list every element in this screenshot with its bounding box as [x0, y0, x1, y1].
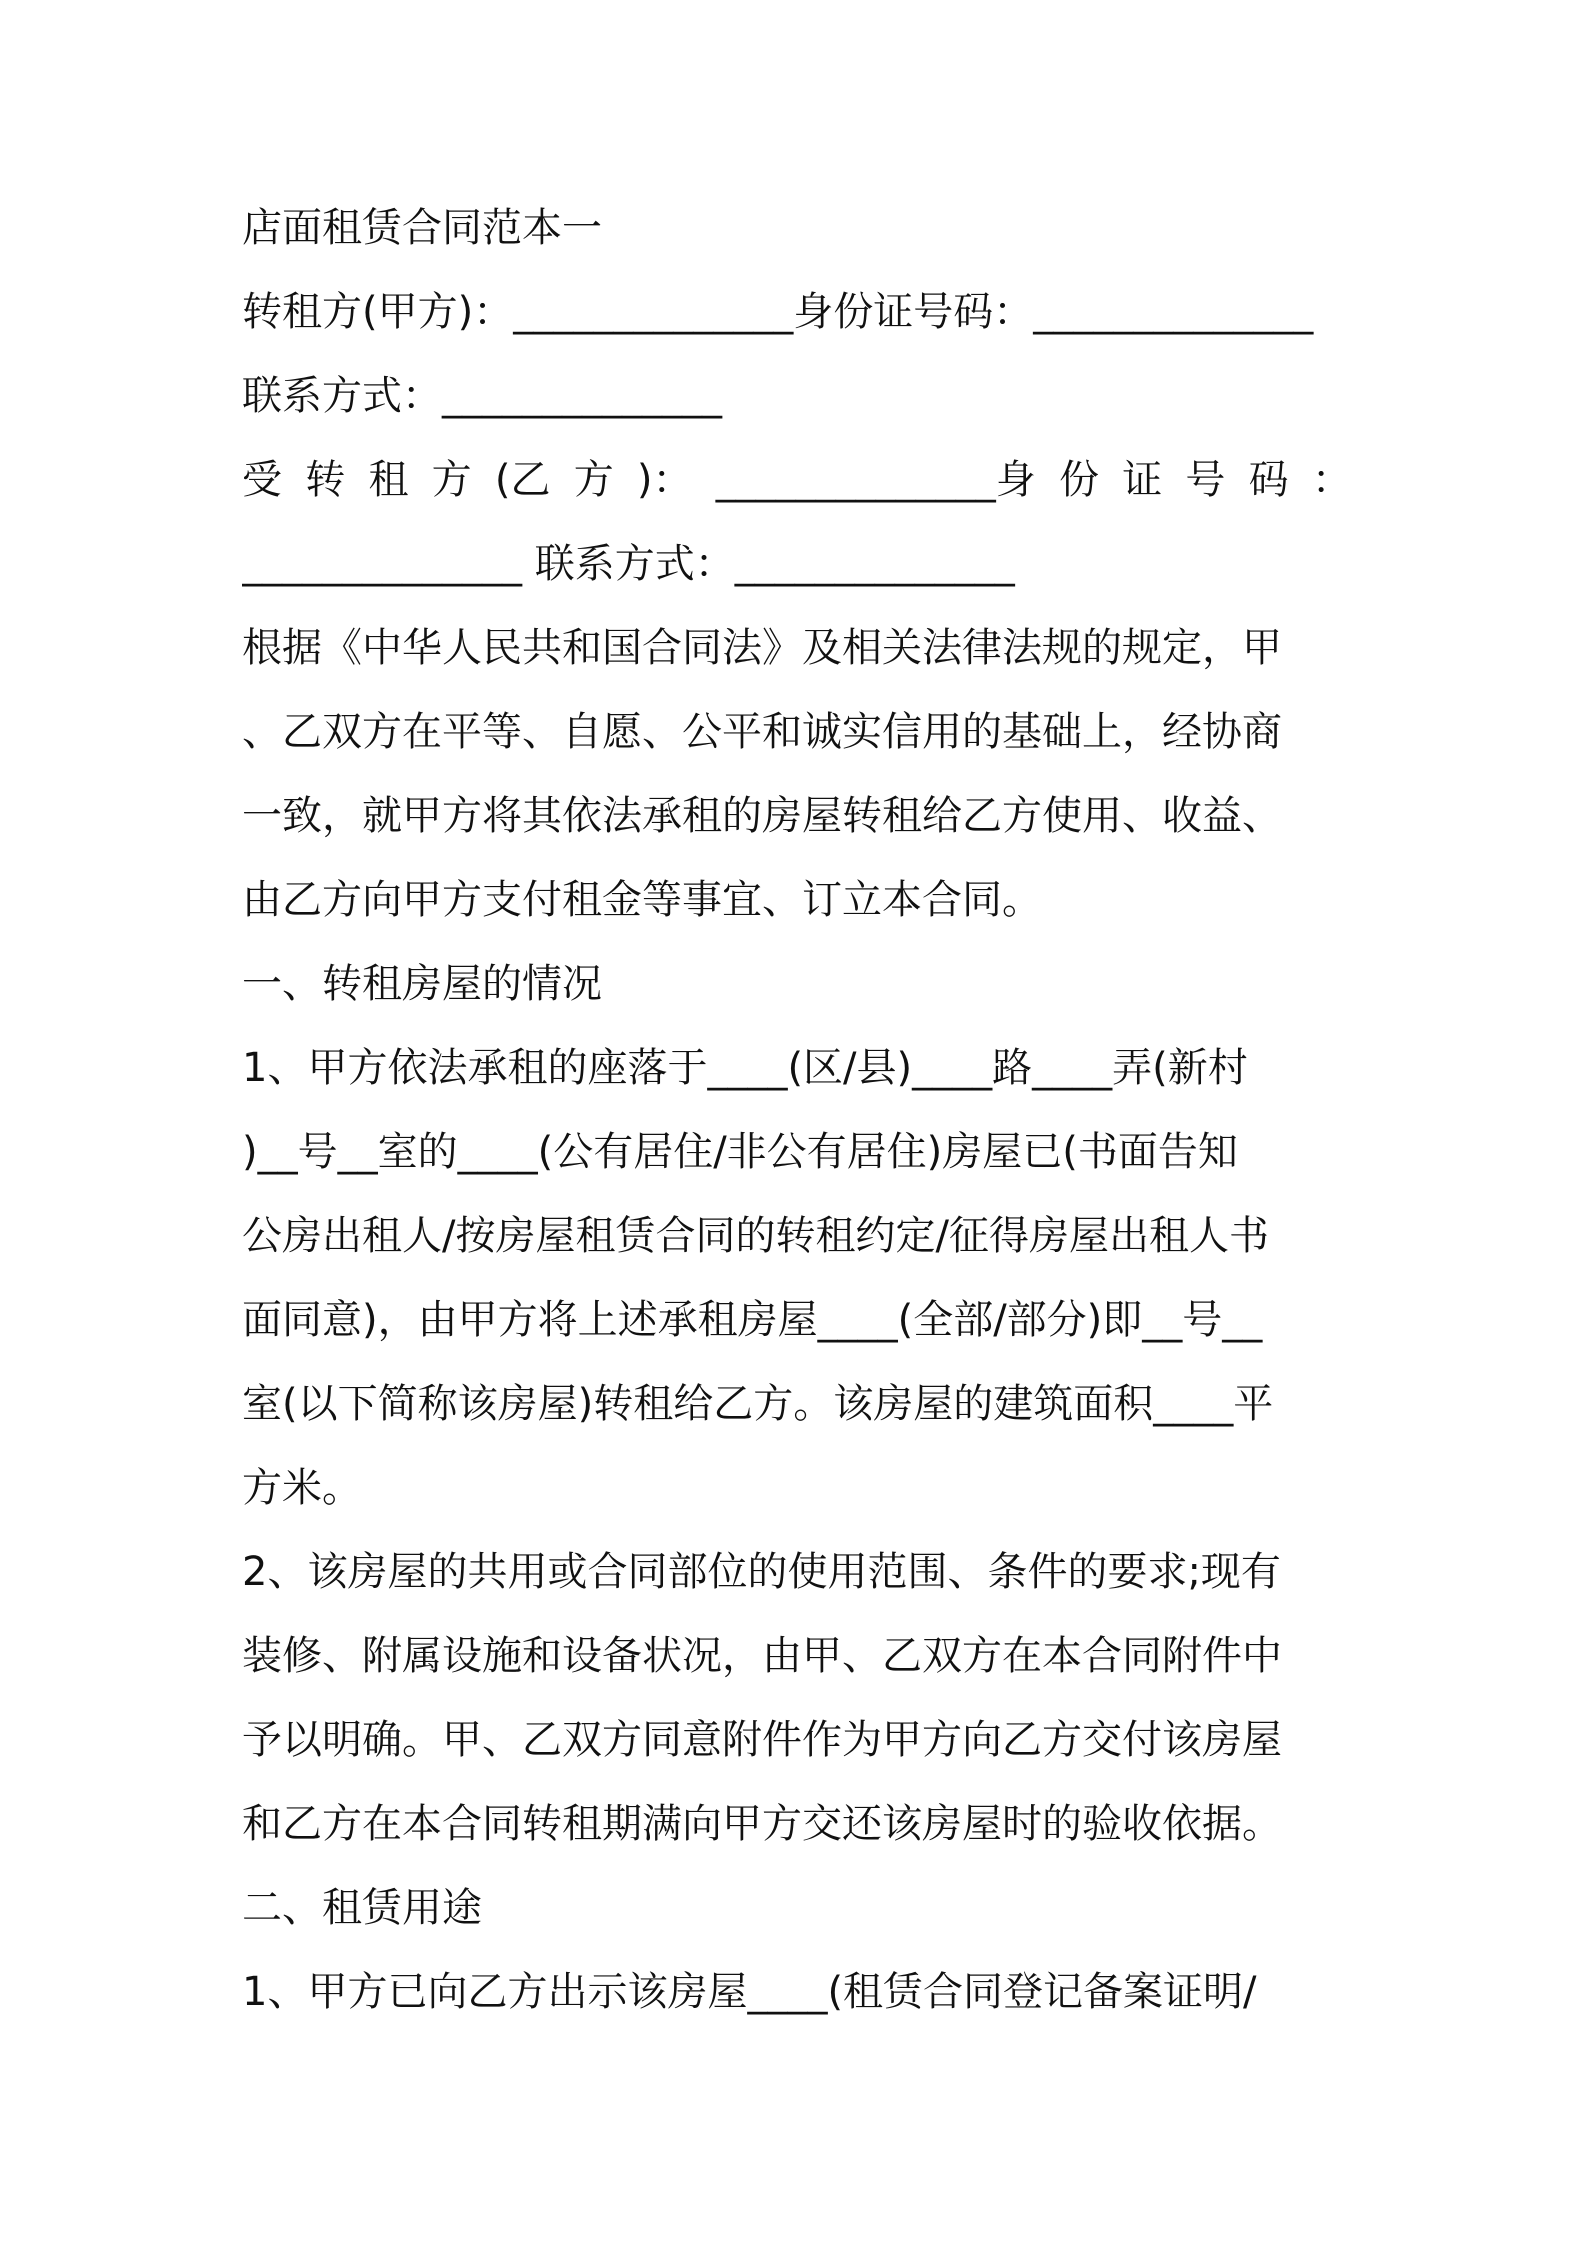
sublessee-word: 受 — [242, 457, 282, 503]
sublessor-contact-line: 联系方式：______________ — [242, 373, 722, 419]
intro-paragraph-line: 由乙方向甲方支付租金等事宜、订立本合同。 — [242, 877, 1042, 923]
sublessee-word: 方 — [431, 457, 472, 503]
section-2-title: 二、租赁用途 — [242, 1885, 482, 1931]
intro-paragraph-line: 根据《中华人民共和国合同法》及相关法律法规的规定，甲 — [242, 625, 1282, 671]
sublessee-word: 证 — [1122, 457, 1163, 503]
sublessee-id-contact-line: ______________ 联系方式：______________ — [242, 541, 1015, 587]
document-title: 店面租赁合同范本一 — [242, 205, 602, 251]
sublessee-word: 号 — [1185, 457, 1226, 503]
clause-1-2-line: 予以明确。甲、乙双方同意附件作为甲方向乙方交付该房屋 — [242, 1717, 1282, 1763]
sublessee-word: 转 — [305, 457, 346, 503]
sublessee-word: )： — [636, 457, 693, 503]
sublessee-word: 份 — [1058, 457, 1099, 503]
clause-1-1-line: )__号__室的____(公有居住/非公有居住)房屋已(书面告知 — [242, 1129, 1238, 1175]
clause-1-1-line: 面同意)，由甲方将上述承租房屋____(全部/部分)即__号__ — [242, 1297, 1263, 1343]
sublessee-word: 租 — [368, 457, 409, 503]
intro-paragraph-line: 、乙双方在平等、自愿、公平和诚实信用的基础上，经协商 — [242, 709, 1282, 755]
clause-1-1-line: 公房出租人/按房屋租赁合同的转租约定/征得房屋出租人书 — [242, 1213, 1269, 1259]
clause-1-2-line: 和乙方在本合同转租期满向甲方交还该房屋时的验收依据。 — [242, 1801, 1282, 1847]
sublessee-word: (乙 — [494, 457, 551, 503]
sublessor-line: 转租方(甲方)：______________身份证号码：______________ — [242, 289, 1314, 335]
clause-2-1-line: 1、甲方已向乙方出示该房屋____(租赁合同登记备案证明/ — [242, 1969, 1257, 2015]
intro-paragraph-line: 一致，就甲方将其依法承租的房屋转租给乙方使用、收益、 — [242, 793, 1282, 839]
clause-1-2-line: 装修、附属设施和设备状况，由甲、乙双方在本合同附件中 — [242, 1633, 1282, 1679]
clause-1-1-line: 室(以下简称该房屋)转租给乙方。该房屋的建筑面积____平 — [242, 1381, 1274, 1427]
sublessee-word: ： — [1311, 457, 1352, 503]
clause-1-2-line: 2、该房屋的共用或合同部位的使用范围、条件的要求;现有 — [242, 1549, 1281, 1595]
sublessee-line — [242, 450, 1352, 510]
clause-1-1-line: 方米。 — [242, 1465, 362, 1511]
sublessee-word: 方 — [573, 457, 614, 503]
sublessee-word: ______________身 — [715, 457, 1036, 503]
clause-1-1-line: 1、甲方依法承租的座落于____(区/县)____路____弄(新村 — [242, 1045, 1248, 1091]
sublessee-word: 码 — [1248, 457, 1289, 503]
section-1-title: 一、转租房屋的情况 — [242, 961, 602, 1007]
